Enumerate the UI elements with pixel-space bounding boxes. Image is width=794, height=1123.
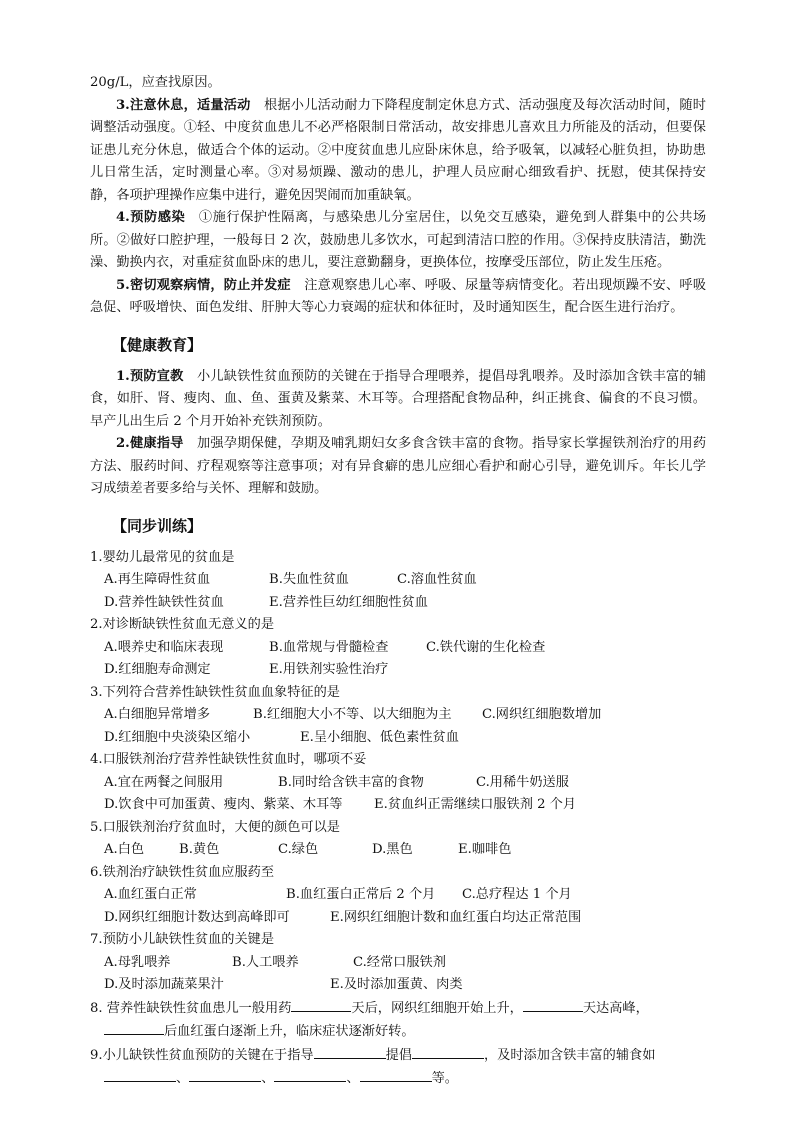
question-3-options-row-1 [104,704,706,727]
care-item-3-text: 根据小儿活动耐力下降程度制定休息方式、活动强度及每次活动时间，随时调整活动强度。①轻、中度贫血患儿不必严格限制日常活动，故安排患儿喜欢且力所能及的活动，但要保证患儿充分休息，做适合个体的运动。②中度贫血患儿应卧床休息，给予吸氧，以减轻心脏负担，协助患儿日常生活，定时测量心率。③对易烦躁、激动的患儿，护理人员应耐心细致看护、抚慰，使其保持安静，各项护理操作应集中进行，避免因哭闹而加重缺氧。 [90,97,706,203]
question-1-options-row-1 [104,569,706,592]
option: B.血红蛋白正常后 2 个月 [286,887,436,902]
question-2-options-row-2 [104,659,706,682]
health-item-2 [90,433,706,501]
question-2-options-row-1 [104,637,706,660]
question-8-text-c: 天达高峰， [582,1000,649,1016]
health-item-2-title: 2.健康指导 [116,436,184,451]
option: D.及时添加蔬菜果汁 [104,977,224,992]
option: A.喂养史和临床表现 [104,639,224,655]
question-9-blank-5[interactable] [274,1067,346,1082]
option: D.网织红细胞计数达到高峰即可 [104,909,290,925]
question-7-options-row-2 [104,974,706,997]
option: C.绿色 [278,842,319,857]
question-7: 7.预防小儿缺铁性贫血的关键是 [90,932,275,947]
question-list [90,547,706,1091]
option: D.红细胞寿命测定 [104,662,211,677]
question-4: 4.口服铁剂治疗营养性缺铁性贫血时，哪项不妥 [90,752,367,767]
question-6: 6.铁剂治疗缺铁性贫血应服药至 [90,864,275,880]
option: D.黑色 [372,842,413,857]
option: E.网织红细胞计数和血红蛋白均达正常范围 [330,909,582,925]
question-9 [90,1044,706,1068]
question-9-sep-2: 、 [261,1071,275,1086]
health-item-1-title: 1.预防宣教 [116,368,184,384]
question-8-text-a: 8. 营养性缺铁性贫血患儿一般用药 [90,1000,292,1016]
option: E.营养性巨幼红细胞性贫血 [269,594,428,610]
option: B.人工喂养 [232,954,299,970]
question-5-options-row-1 [104,839,706,862]
option: D.营养性缺铁性贫血 [104,594,224,610]
option: A.宜在两餐之间服用 [104,774,224,790]
question-8-blank-3[interactable] [104,1020,164,1035]
question-7-options-row-1 [104,952,706,975]
option: E.及时添加蛋黄、肉类 [330,977,463,992]
health-item-2-text: 加强孕期保健，孕期及哺乳期妇女多食含铁丰富的食物。指导家长掌握铁剂治疗的用药方法、服药时间、疗程观察等注意事项；对有异食癖的患儿应细心看护和耐心引导，避免训斥。年长儿学习成绩差者要多给与关怀、理解和鼓励。 [90,436,707,496]
question-9-blank-2[interactable] [412,1044,484,1059]
option: B.失血性贫血 [269,572,349,587]
document-page [90,72,706,1091]
option: C.用稀牛奶送服 [476,774,569,790]
care-item-5 [90,275,706,320]
care-item-3 [90,95,706,208]
option: E.咖啡色 [458,842,512,857]
option: A.母乳喂养 [104,954,171,970]
option: C.总疗程达 1 个月 [462,887,572,902]
option: B.黄色 [179,842,220,857]
care-item-4 [90,207,706,275]
option: C.铁代谢的生化检查 [426,639,546,655]
option: A.白细胞异常增多 [104,707,211,722]
question-9-text-c: ，及时添加含铁丰富的辅食如 [483,1047,656,1063]
option: D.红细胞中央淡染区缩小 [104,729,251,745]
question-9-blank-6[interactable] [360,1067,432,1082]
option: A.再生障碍性贫血 [104,572,211,587]
care-item-4-title: 4.预防感染 [116,210,186,225]
question-4-options-row-1 [104,772,706,795]
question-9-blank-1[interactable] [314,1044,386,1059]
health-education-heading: 【健康教育】 [112,335,203,354]
health-item-1-text: 小儿缺铁性贫血预防的关键在于指导合理喂养，提倡母乳喂养。及时添加含铁丰富的辅食，如肝、肾、瘦肉、血、鱼、蛋黄及紫菜、木耳等。合理搭配食物品种，纠正挑食、偏食的不良习惯。早产儿出生后 2 个月开始补充铁剂预防。 [90,368,707,429]
option: B.红细胞大小不等、以大细胞为主 [253,707,452,722]
care-item-3-title: 3.注意休息，适量活动 [116,97,251,113]
question-9-sep-1: 、 [176,1071,190,1086]
care-item-4-text: ①施行保护性隔离，与感染患儿分室居住，以免交互感染，避免到人群集中的公共场所。②做好口腔护理，一般每日 2 次，鼓励患儿多饮水，可起到清洁口腔的作用。③保持皮肤清洁，勤洗澡、勤换内衣，对重症贫血卧床的患儿，要注意勤翻身，更换体位，按摩受压部位，防止发生压疮。 [90,210,707,270]
health-item-1 [90,366,706,434]
question-9-end: 等。 [431,1071,458,1086]
top-line: 20g/L，应查找原因。 [90,75,221,90]
question-9-text-a: 9.小儿缺铁性贫血预防的关键在于指导 [90,1047,314,1063]
practice-heading: 【同步训练】 [112,516,203,535]
option: C.网织红细胞数增加 [482,707,602,722]
question-8-text-d: 后血红蛋白逐渐上升，临床症状逐渐好转。 [164,1024,415,1039]
option: D.饮食中可加蛋黄、瘦肉、紫菜、木耳等 [104,797,343,812]
question-9-continued [104,1067,706,1091]
question-8-blank-1[interactable] [291,997,351,1012]
question-1: 1.婴幼儿最常见的贫血是 [90,549,235,565]
question-1-options-row-2 [104,592,706,615]
question-5: 5.口服铁剂治疗贫血时，大便的颜色可以是 [90,819,340,835]
option: B.同时给含铁丰富的食物 [278,774,424,790]
question-3-options-row-2 [104,727,706,750]
question-6-options-row-1 [104,884,706,907]
question-9-blank-4[interactable] [189,1067,261,1082]
question-9-sep-3: 、 [346,1071,360,1086]
option: C.经常口服铁剂 [353,954,446,970]
option: B.血常规与骨髓检查 [269,639,389,655]
option: E.用铁剂实验性治疗 [269,662,389,677]
question-6-options-row-2 [104,907,706,930]
question-2: 2.对诊断缺铁性贫血无意义的是 [90,617,275,632]
option: C.溶血性贫血 [397,572,477,587]
option: E.贫血纠正需继续口服铁剂 2 个月 [374,797,577,812]
option: A.血红蛋白正常 [104,887,197,902]
question-9-text-b: 提倡 [385,1047,412,1063]
question-8-text-b: 天后，网织红细胞开始上升， [351,1000,523,1016]
question-8-blank-2[interactable] [523,997,583,1012]
question-8 [90,997,706,1021]
question-9-blank-3[interactable] [104,1067,176,1082]
option: A.白色 [104,842,145,857]
option: E.呈小细胞、低色素性贫血 [300,729,459,745]
care-item-5-title: 5.密切观察病情，防止并发症 [116,277,291,293]
question-3: 3.下列符合营养性缺铁性贫血血象特征的是 [90,684,340,700]
care-item-5-text: 注意观察患儿心率、呼吸、尿量等病情变化。若出现烦躁不安、呼吸急促、呼吸增快、面色发绀、肝肿大等心力衰竭的症状和体征时，及时通知医生，配合医生进行治疗。 [90,277,707,315]
question-8-continued [104,1020,706,1044]
question-4-options-row-2 [104,794,706,817]
